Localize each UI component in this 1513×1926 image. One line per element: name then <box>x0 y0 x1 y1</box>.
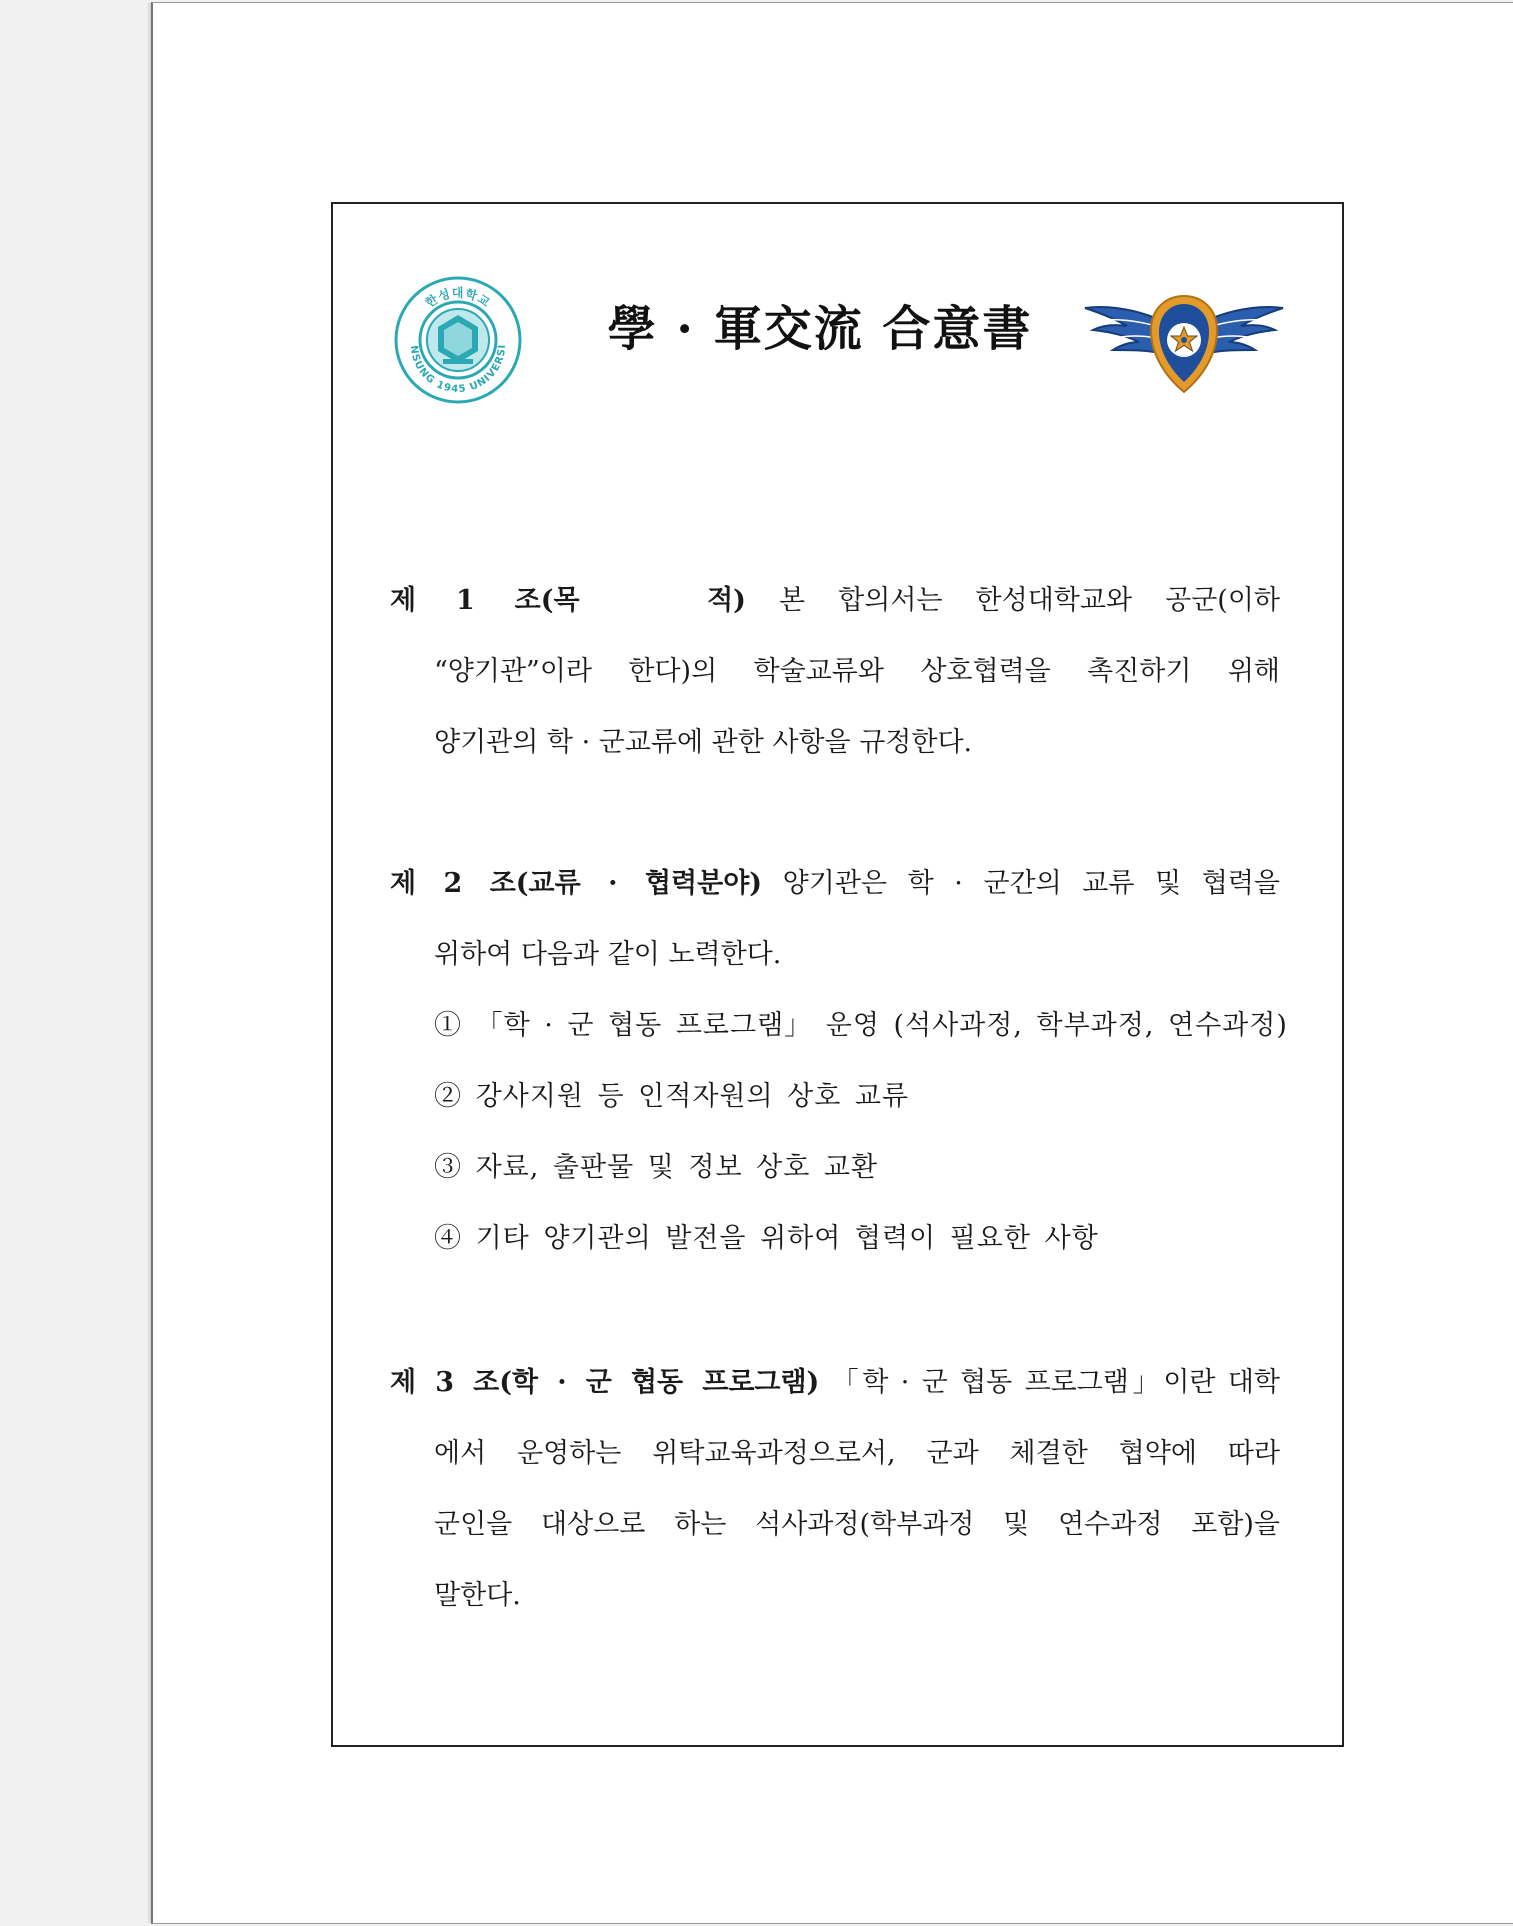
article-2-item-4: ④ 기타 양기관의 발전을 위하여 협력이 필요한 사항 <box>434 1223 1099 1254</box>
article-1-heading: 제 1 조(목 적) <box>390 585 746 616</box>
seal-ring-top-text: 한성대학교 <box>422 286 494 311</box>
article-3-line-3: 군인을 대상으로 하는 석사과정(학부과정 및 연수과정 포함)을 <box>434 1509 1280 1540</box>
svg-text:한성대학교 <box>421 285 493 311</box>
article-2-line-2: 위하여 다음과 같이 노력한다. <box>434 939 782 970</box>
article-1-line-2: “양기관”이라 한다)의 학술교류와 상호협력을 촉진하기 위해 <box>434 656 1280 687</box>
air-force-emblem-icon <box>1083 290 1285 396</box>
article-2-item-2: ② 강사지원 등 인적자원의 상호 교류 <box>434 1081 910 1112</box>
article-3-line-2: 에서 운영하는 위탁교육과정으로서, 군과 체결한 협약에 따라 <box>434 1438 1280 1469</box>
article-3-line-1: 「학 · 군 협동 프로그램」이란 대학 <box>831 1367 1280 1398</box>
article-1-line-1: 본 합의서는 한성대학교와 공군(이하 <box>779 585 1280 616</box>
document-title: 學 · 軍交流 合意書 <box>607 301 1033 357</box>
article-2 <box>390 848 1288 1274</box>
article-2-line-1: 양기관은 학 · 군간의 교류 및 협력을 <box>782 868 1280 899</box>
article-2-item-1: ① 「학 · 군 협동 프로그램」 운영 (석사과정, 학부과정, 연수과정) <box>434 1010 1288 1041</box>
article-1 <box>390 565 1280 778</box>
seal-ring-bottom-text: NSUNG 1945 UNIVERSI <box>407 343 509 396</box>
article-2-heading: 제 2 조(교류 · 협력분야) <box>390 868 763 899</box>
hansung-university-seal-icon <box>393 275 523 405</box>
article-3 <box>390 1347 1280 1631</box>
article-1-line-3: 양기관의 학 · 군교류에 관한 사항을 규정한다. <box>434 727 973 758</box>
article-3-heading: 제 3 조(학 · 군 협동 프로그램) <box>390 1367 820 1398</box>
article-2-item-3: ③ 자료, 출판물 및 정보 상호 교환 <box>434 1152 879 1183</box>
article-3-line-4: 말한다. <box>434 1580 521 1611</box>
